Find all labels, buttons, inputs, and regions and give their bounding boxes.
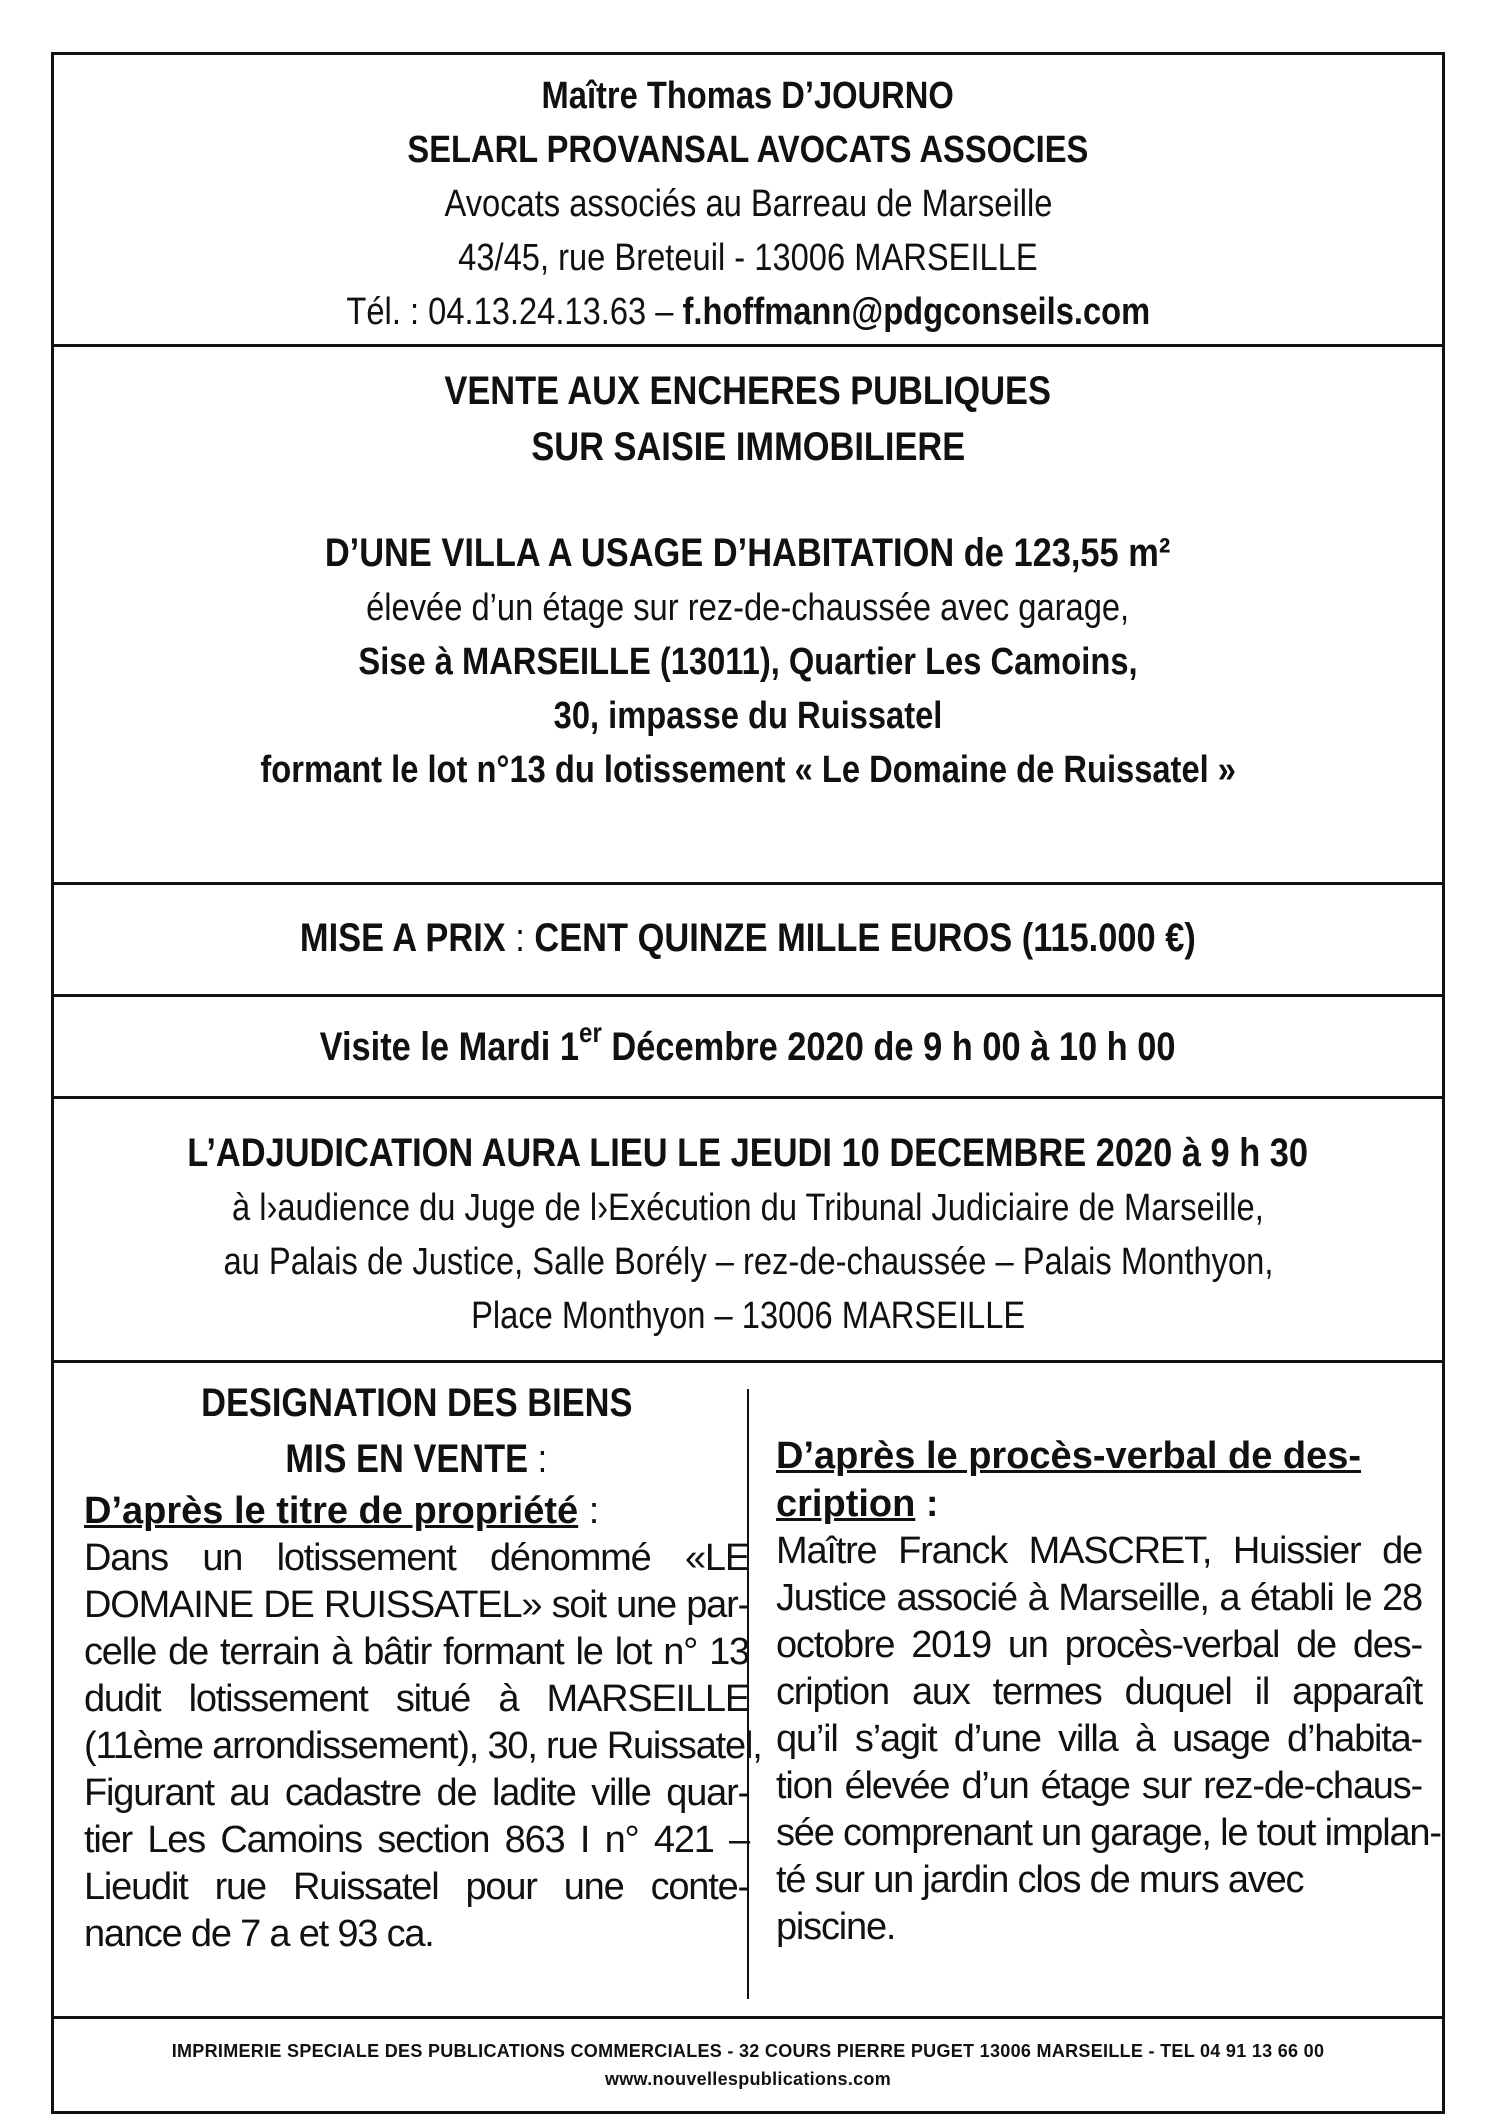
designation-line: nance de 7 a et 93 ca.	[84, 1913, 434, 1955]
column-divider	[747, 1389, 749, 1999]
sale-title-1: VENTE AUX ENCHERES PUBLIQUES	[444, 369, 1052, 413]
description-text	[776, 1528, 1441, 1951]
legal-notice-frame	[51, 52, 1445, 2114]
description-column: D’après le procès-verbal de des- cription : Maître Franck MASCRET, Huissier de Justice associé à Marseille, a établi le 28 octobre 2019 un procès-verbal de des- cription aux termes duquel il apparaît qu’il s’agit d’une villa à usage d’habita- tion élevée d’un étage sur rez-de-chaus- sée comprenant un garage, le tout implan- té sur un jardin clos de murs avec piscine.	[776, 1363, 1422, 1951]
property-street: 30, impasse du Ruissatel	[553, 695, 943, 737]
visit-date: Décembre 2020 de 9 h 00 à 10 h 00	[602, 1025, 1176, 1069]
description-line: tion élevée d’un étage sur rez-de-chaus-	[776, 1765, 1422, 1807]
designation-heading-2: MIS EN VENTE	[285, 1437, 529, 1481]
description-line: té sur un jardin clos de murs avec piscine.	[776, 1859, 1304, 1948]
description-line: sée comprenant un garage, le tout implan-	[776, 1812, 1441, 1854]
description-line: Justice associé à Marseille, a établi le 28	[776, 1577, 1422, 1619]
price-value: CENT QUINZE MILLE EUROS (115.000 €)	[534, 916, 1196, 960]
description-line: qu’il s’agit d’une villa à usage d’habita-	[776, 1718, 1422, 1760]
designation-column: DESIGNATION DES BIENS MIS EN VENTE : D’après le titre de propriété : Dans un lotissement dénommé «LE DOMAINE DE RUISSATEL» soit une par- celle de terrain à bâtir formant le lot n° 13 dudit lotissement situé à MARSEILLE (11ème arrondissement), 30, rue Ruissatel, Figurant au cadastre de ladite ville quar- tier Les Camoins section 863 I n° 421 – Lieudit rue Ruissatel pour une conte- nance de 7 a et 93 ca.	[84, 1363, 749, 1958]
designation-line: (11ème arrondissement), 30, rue Ruissatel,	[84, 1725, 762, 1767]
designation-text	[84, 1535, 762, 1958]
description-heading-2: cription	[776, 1483, 916, 1525]
bar-affiliation: Avocats associés au Barreau de Marseille	[444, 183, 1052, 225]
description-heading-1: D’après le procès-verbal de des-	[776, 1435, 1362, 1477]
starting-price	[54, 885, 1442, 997]
sale-title-2: SUR SAISIE IMMOBILIERE	[531, 425, 965, 469]
property-location: Sise à MARSEILLE (13011), Quartier Les Camoins,	[358, 641, 1138, 683]
visit-ordinal: er	[579, 1017, 603, 1048]
designation-line: Dans un lotissement dénommé «LE	[84, 1537, 749, 1579]
property-designation	[54, 1363, 1442, 2019]
printer-footer	[54, 2019, 1442, 2111]
description-line: Maître Franck MASCRET, Huissier de	[776, 1530, 1422, 1572]
price-label: MISE A PRIX	[300, 916, 506, 960]
phone-number: Tél. : 04.13.24.13.63 –	[346, 291, 674, 333]
property-details: élevée d’un étage sur rez-de-chaussée avec garage,	[366, 587, 1130, 629]
designation-line: tier Les Camoins section 863 I n° 421 –	[84, 1819, 749, 1861]
designation-line: Figurant au cadastre de ladite ville quar-	[84, 1772, 749, 1814]
adjudication-info	[54, 1099, 1442, 1363]
adjudication-line-3: Place Monthyon – 13006 MARSEILLE	[470, 1295, 1026, 1337]
adjudication-title: L’ADJUDICATION AURA LIEU LE JEUDI 10 DECEMBRE 2020 à 9 h 30	[187, 1131, 1309, 1175]
designation-line: dudit lotissement situé à MARSEILLE	[84, 1678, 749, 1720]
contact-email: f.hoffmann@pdgconseils.com	[682, 291, 1150, 333]
designation-line: celle de terrain à bâtir formant le lot n° 13	[84, 1631, 749, 1673]
sale-description	[54, 347, 1442, 885]
property-lot: formant le lot n°13 du lotissement « Le Domaine de Ruissatel »	[260, 749, 1236, 791]
lawyer-name: Maître Thomas D’JOURNO	[541, 75, 955, 117]
printer-info: IMPRIMERIE SPECIALE DES PUBLICATIONS COMMERCIALES - 32 COURS PIERRE PUGET 13006 MARSEILLE - TEL 04 91 13 66 00	[171, 2041, 1325, 2061]
designation-line: DOMAINE DE RUISSATEL» soit une par-	[84, 1584, 749, 1626]
firm-address: 43/45, rue Breteuil - 13006 MARSEILLE	[458, 237, 1038, 279]
price-separator: :	[505, 916, 535, 960]
firm-name: SELARL PROVANSAL AVOCATS ASSOCIES	[407, 129, 1089, 171]
description-line: octobre 2019 un procès-verbal de des-	[776, 1624, 1422, 1666]
description-line: cription aux termes duquel il apparaît	[776, 1671, 1422, 1713]
title-deed-heading: D’après le titre de propriété	[84, 1490, 579, 1532]
adjudication-line-1: à l›audience du Juge de l›Exécution du Tribunal Judiciaire de Marseille,	[232, 1187, 1264, 1229]
printer-website: www.nouvellespublications.com	[604, 2069, 892, 2089]
designation-heading-1: DESIGNATION DES BIENS	[200, 1381, 633, 1425]
designation-line: Lieudit rue Ruissatel pour une conte-	[84, 1866, 749, 1908]
lawyer-header	[54, 55, 1442, 347]
adjudication-line-2: au Palais de Justice, Salle Borély – rez-de-chaussée – Palais Monthyon,	[223, 1241, 1273, 1283]
visit-text: Visite le Mardi 1	[320, 1025, 580, 1069]
visit-info	[54, 997, 1442, 1099]
property-type: D’UNE VILLA A USAGE D’HABITATION de 123,55 m²	[325, 531, 1171, 575]
